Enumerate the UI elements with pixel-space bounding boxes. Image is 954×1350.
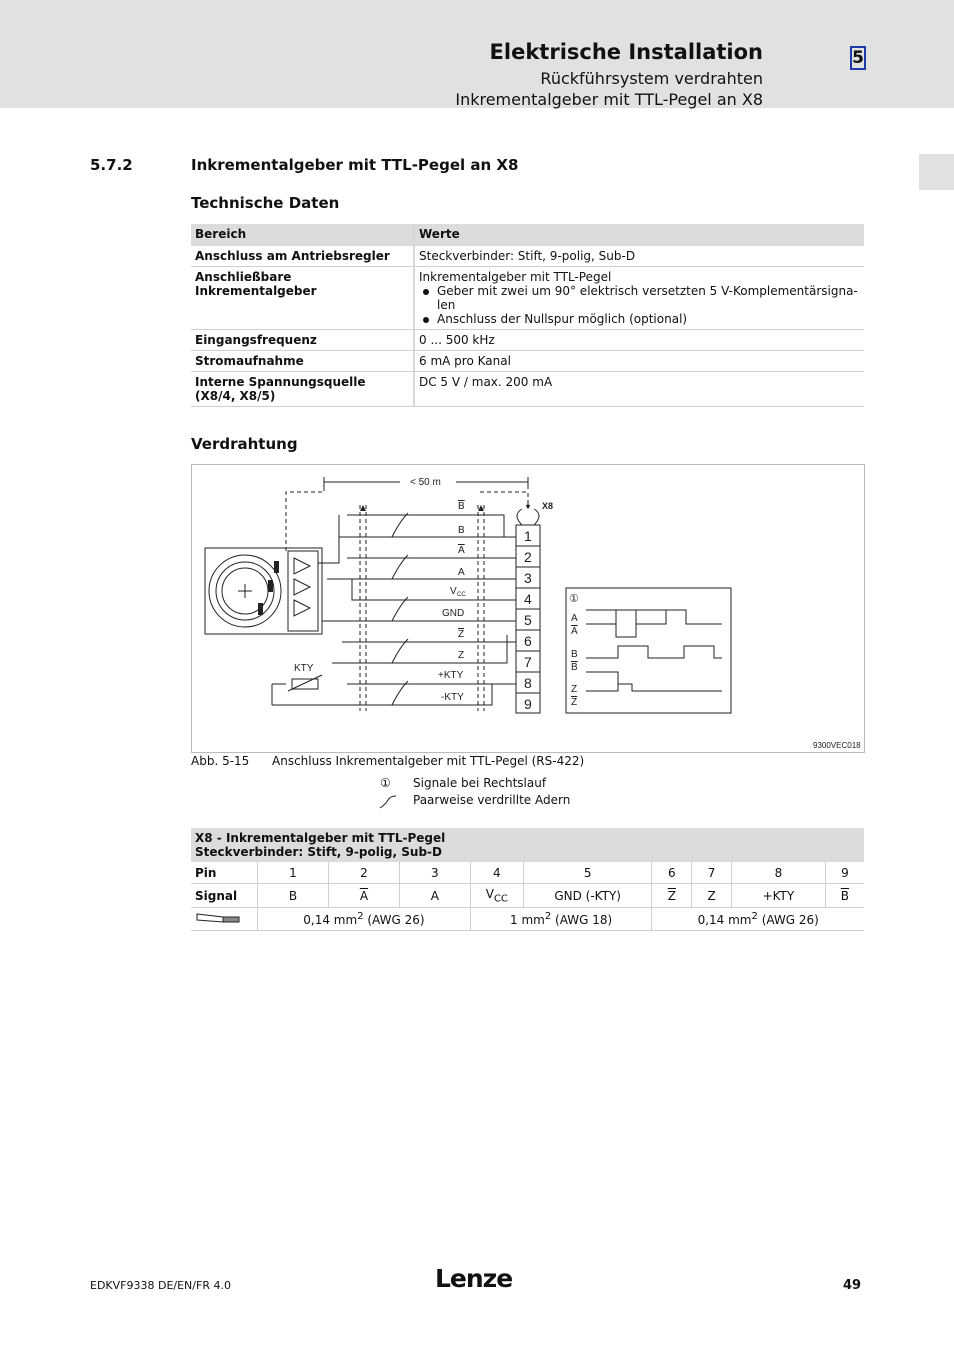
bullet-item: Anschluss der Nullspur möglich (optional) xyxy=(419,312,860,326)
signal-label: A xyxy=(458,545,465,556)
table-cell: 6 xyxy=(652,862,692,884)
wire-awg: (AWG 18) xyxy=(551,913,613,928)
wire-sup: 2 xyxy=(357,911,364,923)
vcc-label: V xyxy=(485,887,494,901)
row-value: Steckverbinder: Stift, 9-polig, Sub-D xyxy=(414,246,864,267)
signal-label: GND xyxy=(442,608,465,619)
table-cell: $\overline{A}$ xyxy=(328,884,399,908)
wiring-heading: Verdrahtung xyxy=(191,435,298,453)
header-subtitle-2: Inkrementalgeber mit TTL-Pegel an X8 xyxy=(455,90,763,109)
header-cell: Bereich xyxy=(191,224,414,246)
figure-caption: Anschluss Inkrementalgeber mit TTL-Pegel (RS-422) xyxy=(272,754,585,768)
signal-label: Z xyxy=(458,629,465,640)
wire-icon-cell xyxy=(191,908,258,931)
wire-awg: (AWG 26) xyxy=(363,913,425,928)
row-key: Eingangsfrequenz xyxy=(191,330,414,351)
chapter-tab xyxy=(919,154,954,190)
table-cell: B xyxy=(258,884,329,908)
header-cell: Werte xyxy=(414,224,864,246)
wave-label: A xyxy=(571,626,578,637)
figure-code: 9300VEC018 xyxy=(813,741,861,750)
signal-label: -KTY xyxy=(441,692,464,703)
wave-label: B xyxy=(571,662,578,673)
pin-number: 4 xyxy=(524,591,532,607)
table-cell: 2 xyxy=(328,862,399,884)
table-cell: Z xyxy=(692,884,732,908)
pin-number: 2 xyxy=(524,549,532,565)
row-label: Signal xyxy=(191,884,258,908)
pin-number: 9 xyxy=(524,696,532,712)
table-header-cell xyxy=(191,828,864,862)
row-value xyxy=(414,267,864,330)
section-title: Inkrementalgeber mit TTL-Pegel an X8 xyxy=(191,156,519,174)
wire-size: 0,14 mm xyxy=(303,913,358,928)
table-row xyxy=(191,330,864,351)
table-row xyxy=(191,884,864,908)
twisted-pair-icon xyxy=(378,794,398,810)
bullet-item: Geber mit zwei um 90° elektrisch versetzten 5 V-Komplementärsigna-len xyxy=(419,284,860,312)
table-cell xyxy=(470,908,652,931)
table-cell: $\overline{B}$ xyxy=(825,884,864,908)
signal-label: B xyxy=(458,501,465,512)
table-header-line: X8 - Inkrementalgeber mit TTL-Pegel xyxy=(195,831,446,845)
row-value-text: Inkrementalgeber mit TTL-Pegel xyxy=(419,270,612,284)
table-row xyxy=(191,351,864,372)
wiring-diagram xyxy=(192,465,864,752)
tech-data-table xyxy=(191,224,864,407)
wire-awg: (AWG 26) xyxy=(757,913,819,928)
header-subtitle-1: Rückführsystem verdrahten xyxy=(540,69,763,88)
section-number: 5.7.2 xyxy=(90,156,133,174)
wiring-figure xyxy=(191,464,865,753)
row-label: Pin xyxy=(191,862,258,884)
row-key: Anschluss am Antriebsregler xyxy=(191,246,414,267)
signal-sub: CC xyxy=(457,592,466,598)
pin-table xyxy=(191,828,864,931)
row-key: Interne Spannungsquelle (X8/4, X8/5) xyxy=(191,372,414,407)
table-cell: 3 xyxy=(399,862,470,884)
wire-sup: 2 xyxy=(751,911,758,923)
row-value: 6 mA pro Kanal xyxy=(414,351,864,372)
brand-logo: Lenze xyxy=(435,1264,513,1293)
wave-label: Z xyxy=(571,684,578,695)
pin-number: 7 xyxy=(524,654,532,670)
wave-label: Z xyxy=(571,697,578,708)
table-row xyxy=(191,246,864,267)
table-cell: 4 xyxy=(470,862,523,884)
pin-number: 8 xyxy=(524,675,532,691)
table-row xyxy=(191,862,864,884)
pin-number: 1 xyxy=(524,528,532,544)
wire-size: 0,14 mm xyxy=(697,913,752,928)
table-cell: A xyxy=(399,884,470,908)
table-cell: +KTY xyxy=(731,884,825,908)
page-number: 49 xyxy=(843,1278,862,1293)
table-cell: 1 xyxy=(258,862,329,884)
table-cell xyxy=(258,908,471,931)
cable-icon xyxy=(195,912,241,924)
table-cell: GND (-KTY) xyxy=(523,884,652,908)
distance-label: < 50 m xyxy=(410,477,441,488)
table-cell: 8 xyxy=(731,862,825,884)
wave-label: B xyxy=(571,649,578,660)
chapter-number: 5 xyxy=(850,46,866,70)
pin-number: 3 xyxy=(524,570,532,586)
table-cell xyxy=(652,908,864,931)
bullet-list xyxy=(419,284,860,326)
table-cell: 7 xyxy=(692,862,732,884)
row-value: 0 ... 500 kHz xyxy=(414,330,864,351)
signal-label: A xyxy=(458,567,465,578)
signal-label: V xyxy=(450,586,457,597)
pin-number: 6 xyxy=(524,633,532,649)
row-key: Anschließbare Inkrementalgeber xyxy=(191,267,414,330)
table-cell xyxy=(470,884,523,908)
signal-label: B xyxy=(458,525,465,536)
note-text: Signale bei Rechtslauf xyxy=(413,776,547,790)
doc-id: EDKVF9338 DE/EN/FR 4.0 xyxy=(90,1279,231,1292)
table-row xyxy=(191,908,864,931)
note-marker: ① xyxy=(380,776,391,790)
table-header-row xyxy=(191,828,864,862)
note-marker: ① xyxy=(569,593,579,605)
connector-label: X8 xyxy=(542,501,554,511)
pin-number: 5 xyxy=(524,612,532,628)
row-key: Stromaufnahme xyxy=(191,351,414,372)
table-cell: 9 xyxy=(825,862,864,884)
note-text: Paarweise verdrillte Adern xyxy=(413,793,571,807)
page-header xyxy=(0,0,954,108)
table-row xyxy=(191,372,864,407)
signal-label: +KTY xyxy=(438,670,464,681)
kty-label: KTY xyxy=(294,663,314,674)
row-value: DC 5 V / max. 200 mA xyxy=(414,372,864,407)
signal-label: Z xyxy=(458,650,465,661)
figure-number: Abb. 5-15 xyxy=(191,754,250,768)
table-row xyxy=(191,267,864,330)
table-cell: $\overline{Z}$ xyxy=(652,884,692,908)
wire-size: 1 mm xyxy=(510,913,545,928)
table-header-line: Steckverbinder: Stift, 9-polig, Sub-D xyxy=(195,845,442,859)
tech-heading: Technische Daten xyxy=(191,194,340,212)
wire-sup: 2 xyxy=(544,911,552,923)
header-title: Elektrische Installation xyxy=(489,40,763,64)
table-cell: 5 xyxy=(523,862,652,884)
encoder-housing xyxy=(205,548,322,634)
table-header-row xyxy=(191,224,864,246)
wave-label: A xyxy=(571,613,578,624)
vcc-sub: CC xyxy=(493,893,508,905)
